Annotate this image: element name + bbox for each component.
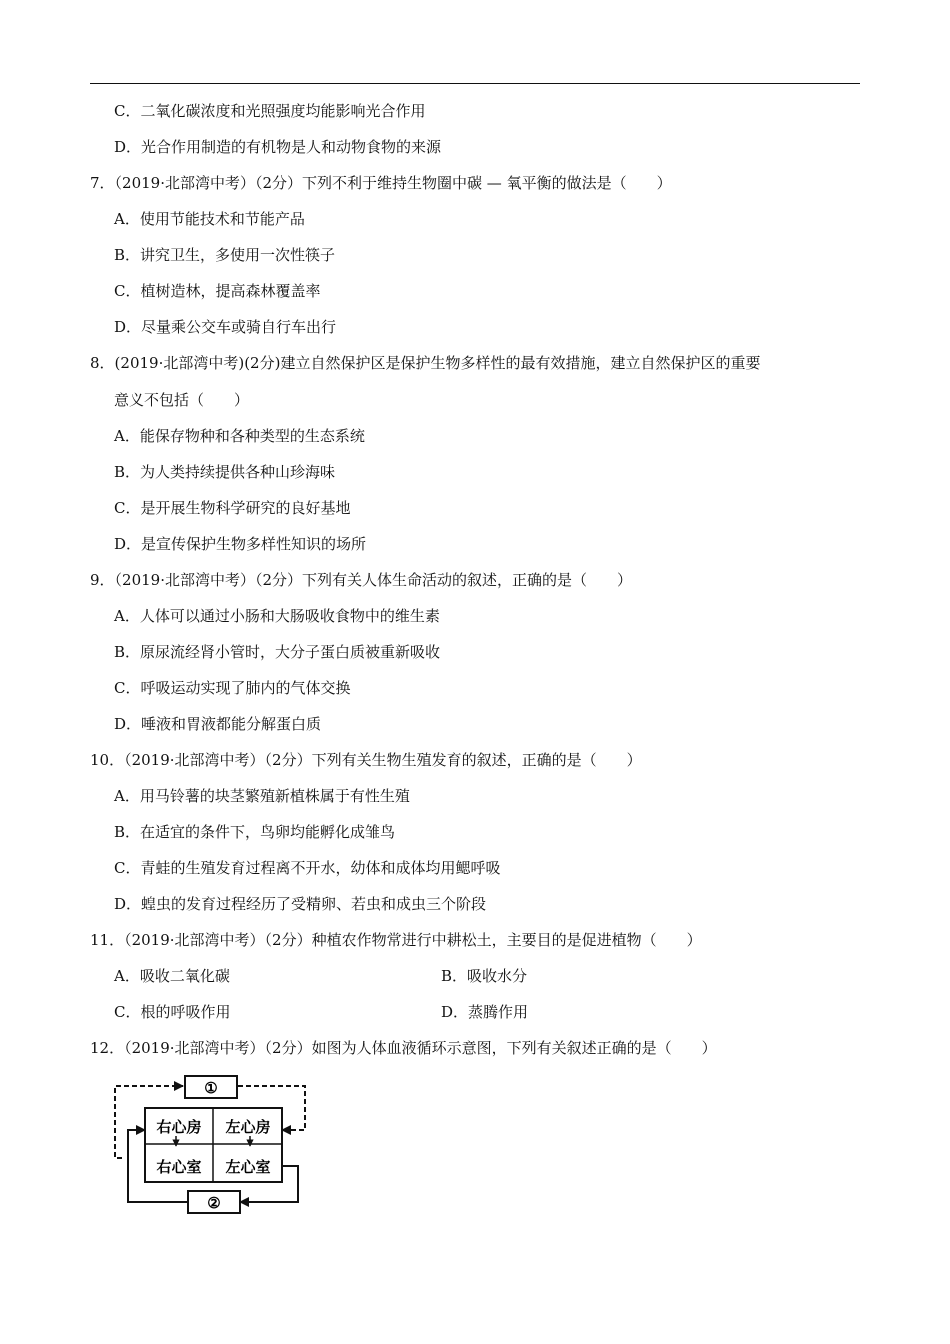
q10-option-c: C．青蛙的生殖发育过程离不开水，幼体和成体均用鳃呼吸 <box>114 859 501 877</box>
q7-option-c: C．植树造林，提高森林覆盖率 <box>114 282 321 300</box>
left-atrium-label: 左心房 <box>225 1118 271 1136</box>
left-ventricle-label: 左心室 <box>225 1158 271 1176</box>
q7-option-b: B．讲究卫生，多使用一次性筷子 <box>114 246 336 264</box>
q11-option-a: A．吸收二氧化碳 <box>114 967 230 985</box>
q8-option-c: C．是开展生物科学研究的良好基地 <box>114 499 351 517</box>
box-1-label: ① <box>204 1079 218 1097</box>
q12-stem: 12．（2019·北部湾中考）（2分）如图为人体血液循环示意图，下列有关叙述正确的是（ ） <box>90 1039 717 1057</box>
header-rule <box>90 83 860 84</box>
box-2-label: ② <box>207 1194 221 1212</box>
q9-option-c: C．呼吸运动实现了肺内的气体交换 <box>114 679 351 697</box>
q7-option-a: A．使用节能技术和节能产品 <box>114 210 305 228</box>
right-ventricle-label: 右心室 <box>156 1158 202 1176</box>
q9-stem: 9．（2019·北部湾中考）（2分）下列有关人体生命活动的叙述，正确的是（ ） <box>90 571 633 589</box>
q11-option-c: C．根的呼吸作用 <box>114 1003 231 1021</box>
right-atrium-label: 右心房 <box>156 1118 202 1136</box>
q8-stem: 8．(2019·北部湾中考)(2分)建立自然保护区是保护生物多样性的最有效措施，建立自然保护区的重要 <box>90 354 761 372</box>
q9-option-b: B．原尿流经肾小管时，大分子蛋白质被重新吸收 <box>114 643 441 661</box>
q11-stem: 11．（2019·北部湾中考）（2分）种植农作物常进行中耕松土，主要目的是促进植物（ ） <box>90 931 702 949</box>
q10-option-d: D．蝗虫的发育过程经历了受精卵、若虫和成虫三个阶段 <box>114 895 487 913</box>
q11-option-b: B．吸收水分 <box>441 967 528 985</box>
q10-option-b: B．在适宜的条件下，鸟卵均能孵化成雏鸟 <box>114 823 396 841</box>
q8-stem-continued: 意义不包括（ ） <box>114 391 250 409</box>
q7-stem: 7．（2019·北部湾中考）（2分）下列不利于维持生物圈中碳 — 氧平衡的做法是（ ） <box>90 174 672 192</box>
q9-option-a: A．人体可以通过小肠和大肠吸收食物中的维生素 <box>114 607 440 625</box>
q8-option-d: D．是宣传保护生物多样性知识的场所 <box>114 535 367 553</box>
q6-option-d: D．光合作用制造的有机物是人和动物食物的来源 <box>114 138 442 156</box>
q9-option-d: D．唾液和胃液都能分解蛋白质 <box>114 715 322 733</box>
blood-circulation-diagram <box>110 1074 310 1220</box>
q10-stem: 10．（2019·北部湾中考）（2分）下列有关生物生殖发育的叙述，正确的是（ ） <box>90 751 642 769</box>
q7-option-d: D．尽量乘公交车或骑自行车出行 <box>114 318 337 336</box>
q8-option-a: A．能保存物种和各种类型的生态系统 <box>114 427 365 445</box>
q11-option-d: D．蒸腾作用 <box>441 1003 529 1021</box>
q6-option-c: C．二氧化碳浓度和光照强度均能影响光合作用 <box>114 102 426 120</box>
q8-option-b: B．为人类持续提供各种山珍海味 <box>114 463 336 481</box>
q10-option-a: A．用马铃薯的块茎繁殖新植株属于有性生殖 <box>114 787 410 805</box>
